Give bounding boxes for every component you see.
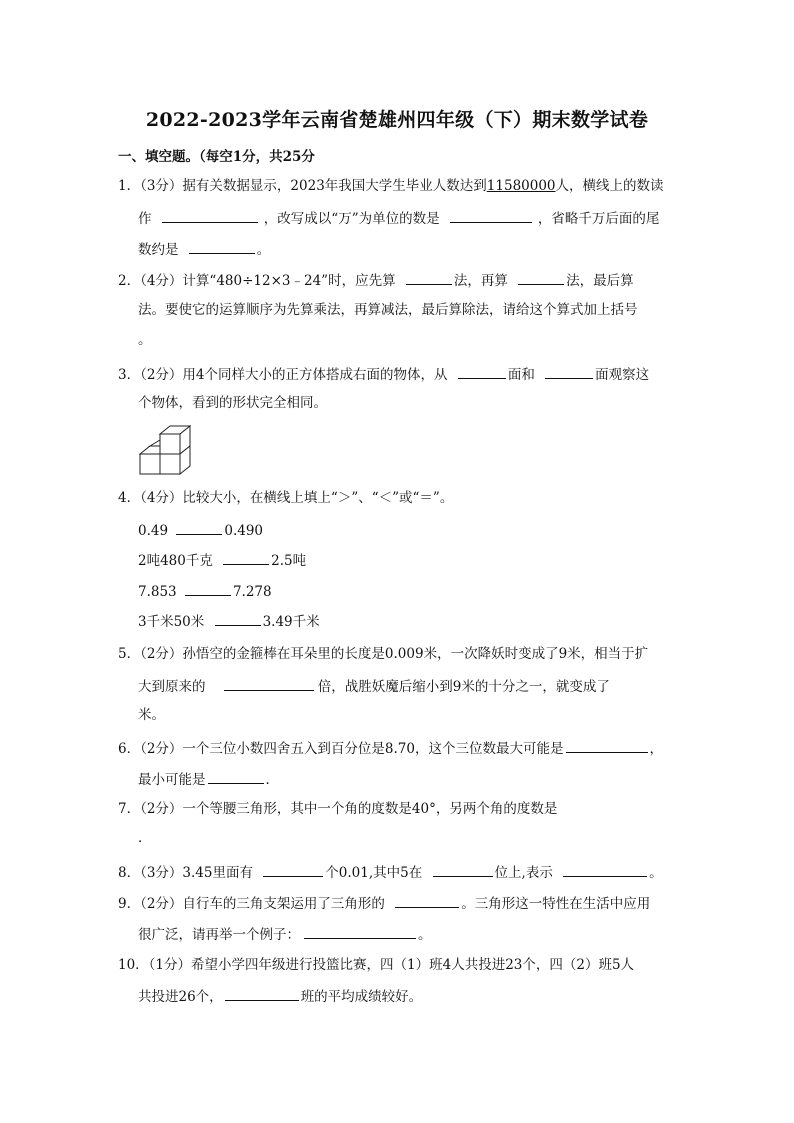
- cube-bottom-right-front: [160, 454, 180, 474]
- q8-blank-3[interactable]: [563, 862, 647, 877]
- q1-blank-1[interactable]: [162, 208, 258, 223]
- q1-number: 11580000: [486, 178, 556, 194]
- q1-text: 作: [138, 211, 152, 227]
- q3-text: 面观察这: [595, 367, 650, 383]
- q8-text: 个0.01,其中5在: [325, 865, 423, 881]
- q4-left: 3千米50米: [138, 614, 205, 630]
- cube-back-edge: [150, 440, 160, 446]
- q5-blank-1[interactable]: [224, 676, 314, 691]
- q6-blank-2[interactable]: [208, 769, 264, 784]
- q4-blank-1[interactable]: [176, 520, 222, 535]
- q4-left: 2吨480千克: [138, 553, 213, 569]
- question-1-line-1: [118, 177, 664, 195]
- q1-text: 人，横线上的数读: [555, 178, 664, 194]
- question-4-row-4: [138, 611, 320, 631]
- q3-blank-1[interactable]: [458, 364, 506, 379]
- q7-text: 7．（2分）一个等腰三角形，其中一个角的度数是40°，另两个角的度数是: [118, 801, 558, 817]
- q5-text: 米。: [138, 707, 165, 723]
- q6-text: 6．（2分）一个三位小数四舍五入到百分位是8.70，这个三位数最大可能是: [118, 741, 564, 757]
- q10-text: 10．（1分）希望小学四年级进行投篮比赛，四（1）班4人共投进23个，四（2）班5人: [118, 957, 635, 973]
- q8-text: 8．（3分）3.45里面有: [118, 865, 253, 881]
- stacked-cubes-figure: [138, 424, 194, 478]
- question-1-line-3: [138, 239, 270, 259]
- q1-text: 1．（3分）据有关数据显示，2023年我国大学生毕业人数达到: [118, 178, 487, 194]
- q10-text: 共投进26个，: [138, 989, 223, 1005]
- question-6-line-1: [118, 738, 663, 758]
- question-3-line-2: [138, 394, 327, 412]
- question-4-row-1: [138, 520, 263, 540]
- q6-text: 最小可能是: [138, 772, 206, 788]
- cube-bottom-left-top: [140, 446, 160, 454]
- q2-text: 2．（4分）计算“480÷12×3﹣24”时，应先算: [118, 273, 396, 289]
- question-5-line-2: [138, 676, 610, 696]
- q4-blank-2[interactable]: [223, 550, 269, 565]
- q3-text: 个物体，看到的形状完全相同。: [138, 395, 327, 411]
- question-6-line-2: [138, 769, 279, 789]
- q6-blank-1[interactable]: [566, 738, 648, 753]
- q10-blank-1[interactable]: [225, 986, 299, 1001]
- q8-blank-2[interactable]: [433, 862, 493, 877]
- question-5-line-3: [138, 706, 165, 724]
- question-7-line-1: [118, 800, 557, 818]
- question-3-line-1: [118, 364, 649, 384]
- q3-text: 3．（2分）用4个同样大小的正方体搭成右面的物体，从: [118, 367, 448, 383]
- q5-text: 倍，战胜妖魔后缩小到9米的十分之一，就变成了: [317, 679, 610, 695]
- q1-blank-3[interactable]: [189, 239, 255, 254]
- q1-text: 。: [256, 242, 271, 258]
- question-1-line-2: [138, 208, 659, 228]
- q4-right: 2.5吨: [271, 553, 307, 569]
- question-10-line-1: [118, 956, 634, 974]
- q9-text: 很广泛，请再举一个例子：: [138, 927, 300, 943]
- q9-text: 。: [418, 927, 432, 943]
- q1-text: 数约是: [138, 242, 179, 258]
- question-4-row-3: [138, 581, 272, 601]
- question-10-line-2: [138, 986, 422, 1006]
- question-2-line-1: [118, 270, 634, 290]
- q9-blank-1[interactable]: [395, 893, 459, 908]
- q8-text: 。: [649, 865, 663, 881]
- q8-text: 位上,表示: [494, 865, 553, 881]
- q4-right: 3.49千米: [262, 614, 320, 630]
- q4-right: 0.490: [224, 523, 264, 539]
- q2-text: 法，再算: [453, 273, 508, 289]
- q6-text: ．: [265, 772, 279, 788]
- q3-text: 面和: [507, 367, 535, 383]
- q4-right: 7.278: [232, 584, 272, 600]
- q2-text: 。: [138, 332, 152, 348]
- q10-text: 班的平均成绩较好。: [300, 989, 423, 1005]
- q9-text: 。三角形这一特性在生活中应用: [461, 896, 651, 912]
- question-9-line-1: [118, 893, 650, 913]
- q4-blank-3[interactable]: [185, 581, 231, 596]
- question-5-line-1: [118, 645, 648, 663]
- q4-text: 4．（4分）比较大小，在横线上填上“＞”、“＜”或“＝”。: [118, 490, 454, 506]
- q6-text: ，: [649, 741, 663, 757]
- q9-blank-2[interactable]: [304, 924, 416, 939]
- q1-text: ，改写成以“万”为单位的数是: [263, 211, 440, 227]
- question-4-row-2: [138, 550, 306, 570]
- question-8-line-1: [118, 862, 663, 882]
- question-9-line-2: [138, 924, 432, 944]
- question-4-line-1: [118, 489, 453, 507]
- section-heading: 一、填空题。（每空1分，共25分: [118, 149, 315, 165]
- question-7-line-2: [138, 829, 152, 847]
- q9-text: 9．（2分）自行车的三角支架运用了三角形的: [118, 896, 385, 912]
- q1-text: ，省略千万后面的尾: [537, 211, 660, 227]
- q4-left: 0.49: [138, 523, 169, 539]
- q2-blank-1[interactable]: [406, 270, 452, 285]
- q5-text: 大到原来的: [138, 679, 206, 695]
- page-title: 2022-2023学年云南省楚雄州四年级（下）期末数学试卷: [145, 109, 649, 131]
- q2-text: 法，最后算: [566, 273, 634, 289]
- q3-blank-2[interactable]: [545, 364, 593, 379]
- q2-blank-2[interactable]: [518, 270, 564, 285]
- q5-text: 5．（2分）孙悟空的金箍棒在耳朵里的长度是0.009米，一次降妖时变成了9米，相当于扩: [118, 646, 649, 662]
- q2-text: 法。要使它的运算顺序为先算乘法，再算减法，最后算除法，请给这个算式加上括号: [138, 302, 638, 318]
- question-2-line-2: [138, 301, 638, 319]
- q4-blank-4[interactable]: [215, 611, 261, 626]
- q4-left: 7.853: [138, 584, 177, 600]
- q7-text: ．: [138, 830, 152, 846]
- q1-blank-2[interactable]: [450, 208, 532, 223]
- q8-blank-1[interactable]: [263, 862, 323, 877]
- question-2-line-3: [138, 331, 152, 349]
- cube-bottom-left-front: [140, 454, 160, 474]
- cube-top-front: [160, 434, 180, 454]
